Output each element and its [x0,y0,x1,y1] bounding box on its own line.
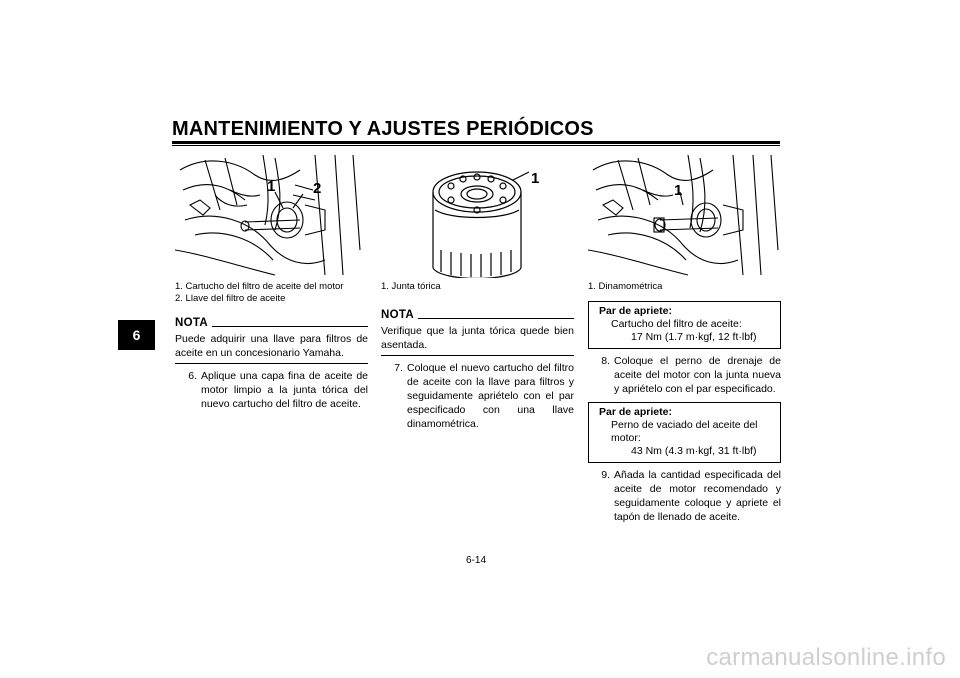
figure-torque-wrench [588,150,781,278]
torque-title: Par de apriete: [599,406,672,418]
note-label: NOTA [381,309,414,321]
title-rule-thin [172,145,780,146]
note-text: Puede adquirir una llave para filtros de aceite en un concesionario Yamaha. [175,333,368,359]
torque-value: 43 Nm (4.3 m·kgf, 31 ft·lbf) [631,445,757,457]
caption-item: 1. Junta tórica [381,281,441,292]
caption-item: 1. Cartucho del filtro de aceite del motor [175,281,344,292]
caption-item: 1. Dinamométrica [588,281,663,292]
step-number: 9. [601,469,610,481]
note-header [381,309,574,321]
step-7 [381,361,574,431]
callout-1: 1 [674,182,683,199]
engine-filter-wrench-illustration [175,150,368,278]
callout-1: 1 [267,178,276,195]
column-1 [175,150,368,411]
torque-value: 17 Nm (1.7 m·kgf, 12 ft·lbf) [631,331,757,343]
figure-caption [175,281,368,305]
torque-wrench-illustration [588,150,781,278]
step-text: Aplique una capa fina de aceite de motor limpio a la junta tórica del nuevo cartucho del filtro de aceite. [201,370,368,410]
note-label: NOTA [175,317,208,329]
note-rule [418,318,574,319]
figure-caption [588,281,781,293]
torque-item: Perno de vaciado del aceite del motor: [611,419,758,444]
step-number: 8. [601,355,610,367]
watermark[interactable]: carmanualsonline.info [706,644,946,671]
note-text: Verifique que la junta tórica quede bien asentada. [381,325,574,351]
note-end-rule [175,363,368,364]
figure-oil-filter-wrench [175,150,368,278]
page-number: 6-14 [466,555,487,566]
step-8 [588,354,781,396]
column-3 [588,150,781,524]
torque-title: Par de apriete: [599,305,672,317]
page-title: MANTENIMIENTO Y AJUSTES PERIÓDICOS [172,118,594,140]
chapter-tab: 6 [118,320,155,350]
callout-2: 2 [313,180,322,197]
note-end-rule [381,355,574,356]
note-header [175,317,368,329]
step-text: Coloque el nuevo cartucho del filtro de aceite con la llave para filtros y seguidamente apriételo con el par especificado con una llave dinamométrica. [407,362,574,430]
torque-spec-box-2 [588,402,781,463]
torque-spec-box-1 [588,301,781,349]
note-rule [212,326,368,327]
figure-caption [381,281,574,293]
figure-oil-filter-cartridge [381,150,574,278]
torque-item: Cartucho del filtro de aceite: [611,318,742,330]
step-text: Coloque el perno de drenaje de aceite del motor con la junta nueva y apriételo con el par especificado. [614,355,781,395]
oil-filter-cartridge-illustration [381,150,574,278]
step-number: 7. [394,362,403,374]
step-6 [175,369,368,411]
step-9 [588,468,781,524]
step-number: 6. [188,370,197,382]
step-text: Añada la cantidad especificada del aceite de motor recomendado y seguidamente coloque y apriete el tapón de llenado de aceite. [614,469,781,523]
column-2 [381,150,574,431]
callout-1: 1 [531,170,540,187]
caption-item: 2. Llave del filtro de aceite [175,293,286,304]
title-rule [172,141,780,144]
